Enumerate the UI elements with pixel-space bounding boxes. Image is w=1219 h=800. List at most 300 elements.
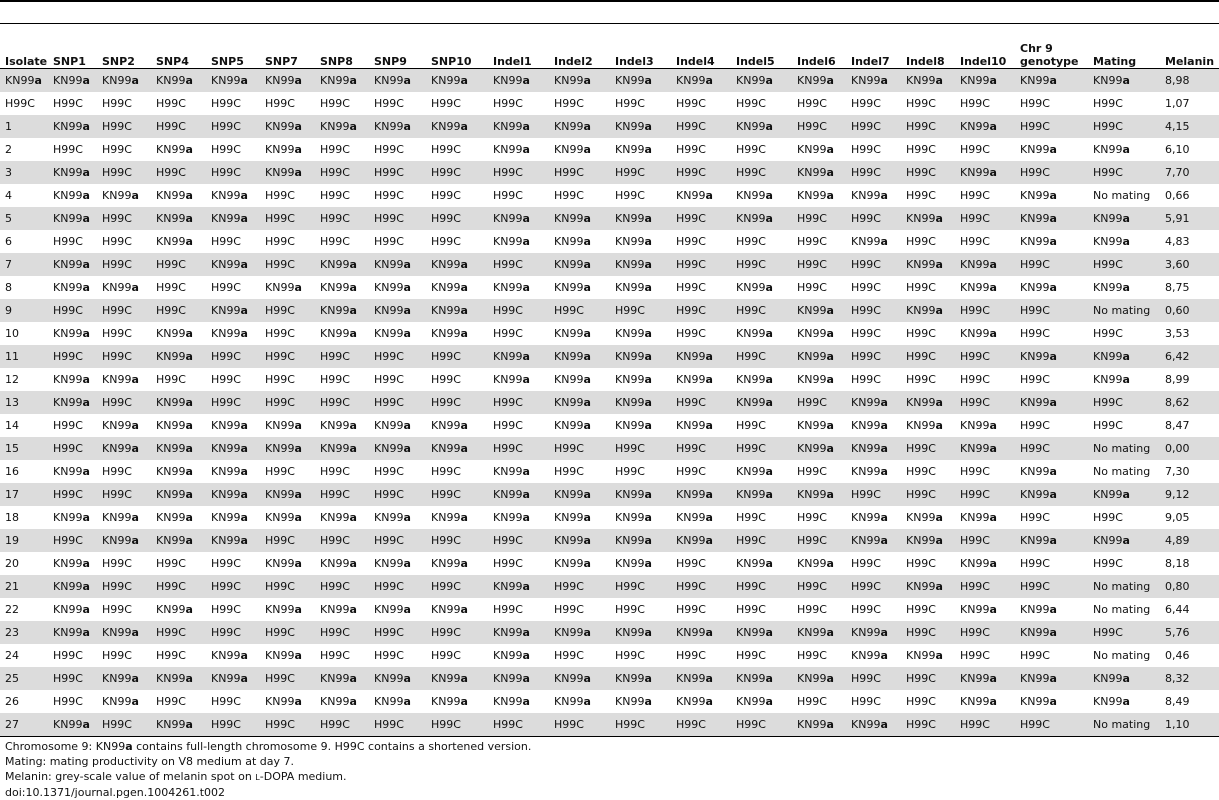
table-cell: 7,70 bbox=[1160, 161, 1219, 184]
table-cell: KN99a bbox=[493, 649, 530, 662]
table-cell: H99C bbox=[615, 189, 645, 202]
table-cell: KN99a bbox=[48, 621, 97, 644]
table-cell: KN99a bbox=[206, 253, 260, 276]
table-cell: KN99a bbox=[1093, 143, 1130, 156]
table-cell: KN99a bbox=[792, 69, 846, 93]
column-header-indel5: Indel5 bbox=[731, 32, 792, 69]
table-cell: H99C bbox=[151, 161, 206, 184]
table-cell: KN99a bbox=[851, 649, 888, 662]
table-cell: KN99a bbox=[554, 327, 591, 340]
footnote-chromosome-b: a bbox=[125, 740, 133, 753]
table-cell: KN99a bbox=[901, 575, 955, 598]
table-cell: H99C bbox=[1020, 97, 1050, 110]
table-cell: H99C bbox=[369, 575, 426, 598]
table-cell: KN99a bbox=[426, 437, 488, 460]
table-cell: 7 bbox=[0, 253, 48, 276]
table-cell: KN99a bbox=[151, 69, 206, 93]
table-cell: KN99a bbox=[156, 327, 193, 340]
table-cell: KN99a bbox=[736, 189, 773, 202]
table-cell: KN99a bbox=[1093, 235, 1130, 248]
table-cell: KN99a bbox=[426, 667, 488, 690]
table-cell: KN99a bbox=[260, 115, 315, 138]
table-cell: KN99a bbox=[320, 557, 357, 570]
table-cell: 5,91 bbox=[1160, 207, 1219, 230]
table-cell: H99C bbox=[792, 207, 846, 230]
table-cell: H99C bbox=[493, 189, 523, 202]
table-cell: KN99a bbox=[1015, 207, 1088, 230]
table-cell: H99C bbox=[901, 345, 955, 368]
table-cell: H99C bbox=[731, 345, 792, 368]
table-cell: KN99a bbox=[792, 299, 846, 322]
column-header-snp7: SNP7 bbox=[260, 32, 315, 69]
table-cell: KN99a bbox=[493, 281, 530, 294]
column-header-snp1: SNP1 bbox=[48, 32, 97, 69]
table-cell: KN99a bbox=[320, 281, 357, 294]
table-cell: H99C bbox=[156, 373, 186, 386]
table-cell: KN99a bbox=[955, 253, 1015, 276]
table-row bbox=[0, 253, 1219, 276]
table-cell: H99C bbox=[671, 207, 731, 230]
table-cell: KN99a bbox=[320, 511, 357, 524]
table-cell: 6,10 bbox=[1165, 143, 1190, 156]
table-cell: KN99a bbox=[493, 465, 530, 478]
table-cell: H99C bbox=[906, 373, 936, 386]
table-cell: KN99a bbox=[315, 115, 369, 138]
column-header-snp4: SNP4 bbox=[151, 32, 206, 69]
table-cell: H99C bbox=[846, 299, 901, 322]
table-cell: KN99a bbox=[615, 511, 652, 524]
table-cell: KN99a bbox=[102, 419, 139, 432]
column-header-indel7: Indel7 bbox=[846, 32, 901, 69]
column-header-indel2: Indel2 bbox=[549, 32, 610, 69]
table-cell: KN99a bbox=[731, 69, 792, 93]
table-cell: 16 bbox=[5, 465, 19, 478]
table-cell: H99C bbox=[676, 143, 706, 156]
table-cell: 14 bbox=[5, 419, 19, 432]
table-cell: KN99a bbox=[549, 483, 610, 506]
column-header-snp10: SNP10 bbox=[426, 32, 488, 69]
table-cell: KN99a bbox=[901, 207, 955, 230]
table-row bbox=[0, 575, 1219, 598]
table-cell: H99C bbox=[960, 235, 990, 248]
table-cell: KN99a bbox=[549, 345, 610, 368]
genotype-table bbox=[0, 32, 1219, 737]
table-cell: H99C bbox=[846, 483, 901, 506]
table-cell: KN99a bbox=[731, 207, 792, 230]
table-cell: H99C bbox=[151, 299, 206, 322]
table-cell: KN99a bbox=[1015, 529, 1088, 552]
table-cell: KN99a bbox=[1093, 281, 1130, 294]
table-cell: KN99a bbox=[488, 69, 549, 93]
table-cell: KN99a bbox=[374, 327, 411, 340]
table-cell: KN99a bbox=[493, 143, 530, 156]
column-header-indel10: Indel10 bbox=[955, 32, 1015, 69]
table-cell: H99C bbox=[610, 299, 671, 322]
table-cell: KN99a bbox=[102, 695, 139, 708]
table-cell: KN99a bbox=[102, 189, 139, 202]
table-cell: H99C bbox=[1020, 327, 1050, 340]
table-row bbox=[0, 598, 1219, 621]
table-cell: H99C bbox=[676, 603, 706, 616]
table-cell: KN99a bbox=[97, 69, 151, 93]
table-cell: H99C bbox=[102, 465, 132, 478]
column-header-snp5: SNP5 bbox=[206, 32, 260, 69]
table-cell: H99C bbox=[53, 143, 83, 156]
table-cell: H99C bbox=[151, 253, 206, 276]
table-row bbox=[0, 391, 1219, 414]
footnote-chromosome-a: Chromosome 9: KN99 bbox=[5, 740, 126, 753]
table-cell: KN99a bbox=[493, 373, 530, 386]
table-row bbox=[0, 92, 1219, 115]
table-cell: KN99a bbox=[315, 667, 369, 690]
table-cell: KN99a bbox=[792, 667, 846, 690]
table-cell: KN99a bbox=[846, 69, 901, 93]
table-footnotes bbox=[5, 739, 1205, 800]
table-cell: KN99a bbox=[610, 483, 671, 506]
table-cell: KN99a bbox=[315, 253, 369, 276]
table-cell: H99C bbox=[260, 667, 315, 690]
table-cell: H99C bbox=[156, 695, 186, 708]
table-cell: H99C bbox=[960, 465, 990, 478]
table-cell: H99C bbox=[1020, 511, 1050, 524]
table-cell: H99C bbox=[1015, 713, 1088, 737]
table-cell: KN99a bbox=[374, 511, 411, 524]
table-cell: H99C bbox=[493, 419, 523, 432]
table-cell: H99C bbox=[426, 161, 488, 184]
table-cell: H99C bbox=[488, 253, 549, 276]
table-cell: H99C bbox=[851, 695, 881, 708]
table-cell: KN99a bbox=[792, 161, 846, 184]
table-cell: KN99a bbox=[615, 557, 652, 570]
table-cell: KN99a bbox=[53, 327, 90, 340]
table-cell: H99C bbox=[906, 327, 936, 340]
table-cell: KN99a bbox=[1020, 603, 1057, 616]
table-cell: H99C bbox=[102, 327, 132, 340]
table-row bbox=[0, 276, 1219, 299]
table-cell: No mating bbox=[1088, 299, 1160, 322]
table-cell: KN99a bbox=[615, 281, 652, 294]
table-cell: KN99a bbox=[736, 281, 773, 294]
table-cell: H99C bbox=[846, 575, 901, 598]
table-cell: H99C bbox=[426, 345, 488, 368]
table-row bbox=[0, 529, 1219, 552]
table-cell: H99C bbox=[1088, 253, 1160, 276]
table-cell: H99C bbox=[156, 281, 186, 294]
table-cell: KN99a bbox=[431, 281, 468, 294]
table-cell: KN99a bbox=[151, 529, 206, 552]
table-cell: H99C bbox=[736, 97, 766, 110]
table-cell: H99C bbox=[369, 345, 426, 368]
table-cell: H99C bbox=[1015, 299, 1088, 322]
table-cell: H99C bbox=[102, 235, 132, 248]
table-cell: KN99a bbox=[1020, 189, 1057, 202]
table-cell: H99C bbox=[211, 557, 241, 570]
table-cell: KN99a bbox=[797, 373, 834, 386]
table-cell: 1,10 bbox=[1160, 713, 1219, 737]
table-cell: H99C bbox=[955, 483, 1015, 506]
table-cell: H99C bbox=[374, 373, 404, 386]
table-cell: KN99a bbox=[960, 511, 997, 524]
table-cell: H99C bbox=[151, 575, 206, 598]
table-cell: H99C bbox=[265, 327, 295, 340]
table-cell: H99C bbox=[211, 235, 241, 248]
table-cell: H99C bbox=[554, 97, 584, 110]
table-row bbox=[0, 552, 1219, 575]
table-cell: KN99a bbox=[676, 189, 713, 202]
table-cell: KN99a bbox=[549, 115, 610, 138]
table-cell: KN99a bbox=[156, 465, 193, 478]
table-cell: H99C bbox=[610, 713, 671, 737]
table-cell: H99C bbox=[315, 483, 369, 506]
table-cell: KN99a bbox=[671, 621, 731, 644]
table-cell: KN99a bbox=[1015, 391, 1088, 414]
table-cell: KN99a bbox=[53, 465, 90, 478]
table-cell: KN99a bbox=[955, 667, 1015, 690]
table-cell: H99C bbox=[1093, 97, 1123, 110]
table-cell: KN99a bbox=[265, 695, 302, 708]
table-cell: H99C bbox=[549, 713, 610, 737]
table-cell: KN99a bbox=[1088, 207, 1160, 230]
footnote-mating: Mating: mating productivity on V8 medium at day 7. bbox=[5, 755, 294, 768]
table-cell: H99C bbox=[488, 437, 549, 460]
table-cell: H99C bbox=[265, 373, 295, 386]
table-cell: KN99a bbox=[426, 115, 488, 138]
table-cell: H99C bbox=[426, 391, 488, 414]
table-cell: H99C bbox=[426, 621, 488, 644]
table-cell: H99C bbox=[906, 557, 936, 570]
table-cell: KN99a bbox=[901, 391, 955, 414]
table-cell: 8,47 bbox=[1165, 419, 1190, 432]
table-cell: KN99a bbox=[610, 391, 671, 414]
table-cell: 15 bbox=[0, 437, 48, 460]
table-cell: H99C bbox=[488, 713, 549, 737]
table-cell: KN99a bbox=[851, 419, 888, 432]
table-cell: H99C bbox=[102, 97, 132, 110]
table-cell: KN99a bbox=[493, 511, 530, 524]
table-cell: H99C bbox=[960, 189, 990, 202]
table-cell: H99C bbox=[671, 299, 731, 322]
table-cell: KN99a bbox=[156, 603, 193, 616]
title-rule bbox=[0, 23, 1219, 24]
table-cell: H99C bbox=[671, 253, 731, 276]
table-cell: H99C bbox=[736, 603, 766, 616]
table-cell: H99C bbox=[955, 391, 1015, 414]
table-cell: H99C bbox=[676, 235, 706, 248]
table-cell: H99C bbox=[265, 97, 295, 110]
table-cell: H99C bbox=[102, 603, 132, 616]
table-cell: H99C bbox=[260, 299, 315, 322]
table-cell: KN99a bbox=[671, 483, 731, 506]
table-cell: H99C bbox=[846, 207, 901, 230]
table-cell: KN99a bbox=[610, 207, 671, 230]
table-cell: KN99a bbox=[102, 511, 139, 524]
table-cell: KN99a bbox=[431, 695, 468, 708]
table-cell: KN99a bbox=[549, 69, 610, 93]
table-cell: KN99a bbox=[206, 437, 260, 460]
table-cell: H99C bbox=[731, 529, 792, 552]
table-cell: KN99a bbox=[320, 603, 357, 616]
table-cell: H99C bbox=[97, 575, 151, 598]
column-header-isolate: Isolate bbox=[0, 32, 48, 69]
table-cell: H99C bbox=[846, 253, 901, 276]
table-cell: KN99a bbox=[955, 161, 1015, 184]
table-cell: H99C bbox=[156, 97, 186, 110]
table-cell: KN99a bbox=[554, 143, 591, 156]
table-cell: H99C bbox=[797, 603, 827, 616]
table-cell: H99C bbox=[906, 465, 936, 478]
table-cell: H99C bbox=[97, 207, 151, 230]
table-cell: 3,60 bbox=[1160, 253, 1219, 276]
table-cell: H99C bbox=[846, 161, 901, 184]
table-cell: H99C bbox=[615, 97, 645, 110]
table-row bbox=[0, 368, 1219, 391]
table-cell: H99C bbox=[206, 575, 260, 598]
table-cell: H99C bbox=[846, 667, 901, 690]
table-cell: KN99a bbox=[151, 713, 206, 737]
table-cell: KN99a bbox=[1020, 465, 1057, 478]
table-cell: KN99a bbox=[797, 557, 834, 570]
table-cell: H99C bbox=[671, 391, 731, 414]
table-cell: KN99a bbox=[48, 161, 97, 184]
table-cell: 8,98 bbox=[1160, 69, 1219, 93]
table-cell: KN99a bbox=[374, 557, 411, 570]
table-cell: 6,44 bbox=[1165, 603, 1190, 616]
table-cell: KN99a bbox=[53, 557, 90, 570]
table-cell: KN99a bbox=[265, 419, 302, 432]
table-cell: H99C bbox=[901, 115, 955, 138]
table-row bbox=[0, 483, 1219, 506]
table-cell: H99C bbox=[955, 207, 1015, 230]
table-cell: KN99a bbox=[736, 327, 773, 340]
table-cell: KN99a bbox=[426, 253, 488, 276]
table-cell: H99C bbox=[736, 649, 766, 662]
table-cell: 8,99 bbox=[1165, 373, 1190, 386]
table-cell: KN99a bbox=[960, 557, 997, 570]
table-cell: H99C bbox=[1015, 253, 1088, 276]
table-row bbox=[0, 299, 1219, 322]
table-cell: 20 bbox=[5, 557, 19, 570]
table-cell: H99C bbox=[1093, 419, 1123, 432]
table-cell: 1 bbox=[0, 115, 48, 138]
table-cell: H99C bbox=[206, 713, 260, 737]
table-cell: 21 bbox=[0, 575, 48, 598]
table-cell: KN99a bbox=[906, 419, 943, 432]
table-cell: KN99a bbox=[901, 69, 955, 93]
table-cell: 8,18 bbox=[1165, 557, 1190, 570]
table-cell: KN99a bbox=[851, 235, 888, 248]
table-row bbox=[0, 644, 1219, 667]
table-cell: KN99a bbox=[426, 299, 488, 322]
table-cell: 4,15 bbox=[1160, 115, 1219, 138]
table-cell: H99C bbox=[315, 713, 369, 737]
table-cell: KN99a bbox=[488, 483, 549, 506]
table-cell: KN99a bbox=[960, 695, 997, 708]
table-cell: KN99a bbox=[488, 345, 549, 368]
table-cell: KN99a bbox=[676, 695, 713, 708]
table-cell: KN99a bbox=[1093, 695, 1130, 708]
table-cell: KN99a bbox=[1020, 143, 1057, 156]
table-cell: KN99a bbox=[797, 189, 834, 202]
table-cell: H99C bbox=[315, 529, 369, 552]
table-cell: H99C bbox=[960, 97, 990, 110]
table-cell: KN99a bbox=[846, 391, 901, 414]
table-cell: KN99a bbox=[610, 621, 671, 644]
table-cell: KN99a bbox=[901, 299, 955, 322]
table-cell: No mating bbox=[1088, 575, 1160, 598]
table-cell: KN99a bbox=[211, 189, 248, 202]
table-cell: H99C bbox=[1020, 419, 1050, 432]
table-cell: KN99a bbox=[846, 529, 901, 552]
table-cell: H99C bbox=[151, 621, 206, 644]
table-cell: KN99a bbox=[431, 511, 468, 524]
table-cell: H99C bbox=[426, 529, 488, 552]
table-cell: KN99a bbox=[615, 327, 652, 340]
table-cell: H99C bbox=[488, 391, 549, 414]
table-cell: KN99a bbox=[676, 373, 713, 386]
table-cell: KN99a bbox=[431, 327, 468, 340]
table-cell: KN99a bbox=[97, 437, 151, 460]
table-cell: H99C bbox=[676, 327, 706, 340]
table-cell: H99C bbox=[671, 575, 731, 598]
table-cell: H99C bbox=[97, 253, 151, 276]
table-cell: KN99a bbox=[493, 695, 530, 708]
table-cell: H99C bbox=[53, 419, 83, 432]
table-cell: H99C bbox=[431, 97, 461, 110]
table-cell: H99C bbox=[1088, 621, 1160, 644]
table-cell: KN99a bbox=[488, 621, 549, 644]
table-cell: H99C bbox=[906, 281, 936, 294]
table-cell: H99C bbox=[554, 189, 584, 202]
table-cell: H99C bbox=[97, 713, 151, 737]
table-cell: H99C bbox=[549, 575, 610, 598]
table-cell: 8 bbox=[5, 281, 12, 294]
table-cell: KN99a bbox=[431, 603, 468, 616]
table-row bbox=[0, 161, 1219, 184]
table-cell: H99C bbox=[960, 649, 990, 662]
table-cell: 6,42 bbox=[1160, 345, 1219, 368]
table-cell: 25 bbox=[0, 667, 48, 690]
table-cell: KN99a bbox=[369, 437, 426, 460]
table-cell: 27 bbox=[0, 713, 48, 737]
table-cell: H99C bbox=[615, 603, 645, 616]
table-cell: 13 bbox=[0, 391, 48, 414]
table-cell: KN99a bbox=[488, 667, 549, 690]
table-cell: KN99a bbox=[206, 483, 260, 506]
table-cell: KN99a bbox=[851, 511, 888, 524]
table-cell: KN99a bbox=[731, 391, 792, 414]
top-rule bbox=[0, 0, 1219, 2]
table-cell: KN99a bbox=[554, 557, 591, 570]
table-cell: H99C bbox=[426, 207, 488, 230]
table-cell: H99C bbox=[53, 649, 83, 662]
table-cell: H99C bbox=[431, 373, 461, 386]
table-cell: H99C bbox=[851, 97, 881, 110]
table-cell: H99C bbox=[906, 603, 936, 616]
table-cell: H99C bbox=[792, 391, 846, 414]
table-cell: H99C bbox=[369, 529, 426, 552]
table-cell: KN99a bbox=[260, 483, 315, 506]
table-cell: No mating bbox=[1088, 713, 1160, 737]
table-cell: H99C bbox=[260, 529, 315, 552]
table-cell: H99C bbox=[676, 465, 706, 478]
table-cell: H99C bbox=[736, 419, 766, 432]
table-cell: H99C bbox=[48, 345, 97, 368]
table-cell: H99C bbox=[206, 391, 260, 414]
table-cell: H99C bbox=[426, 483, 488, 506]
table-cell: KN99a bbox=[320, 419, 357, 432]
table-cell: KN99a bbox=[206, 207, 260, 230]
table-cell: KN99a bbox=[102, 281, 139, 294]
